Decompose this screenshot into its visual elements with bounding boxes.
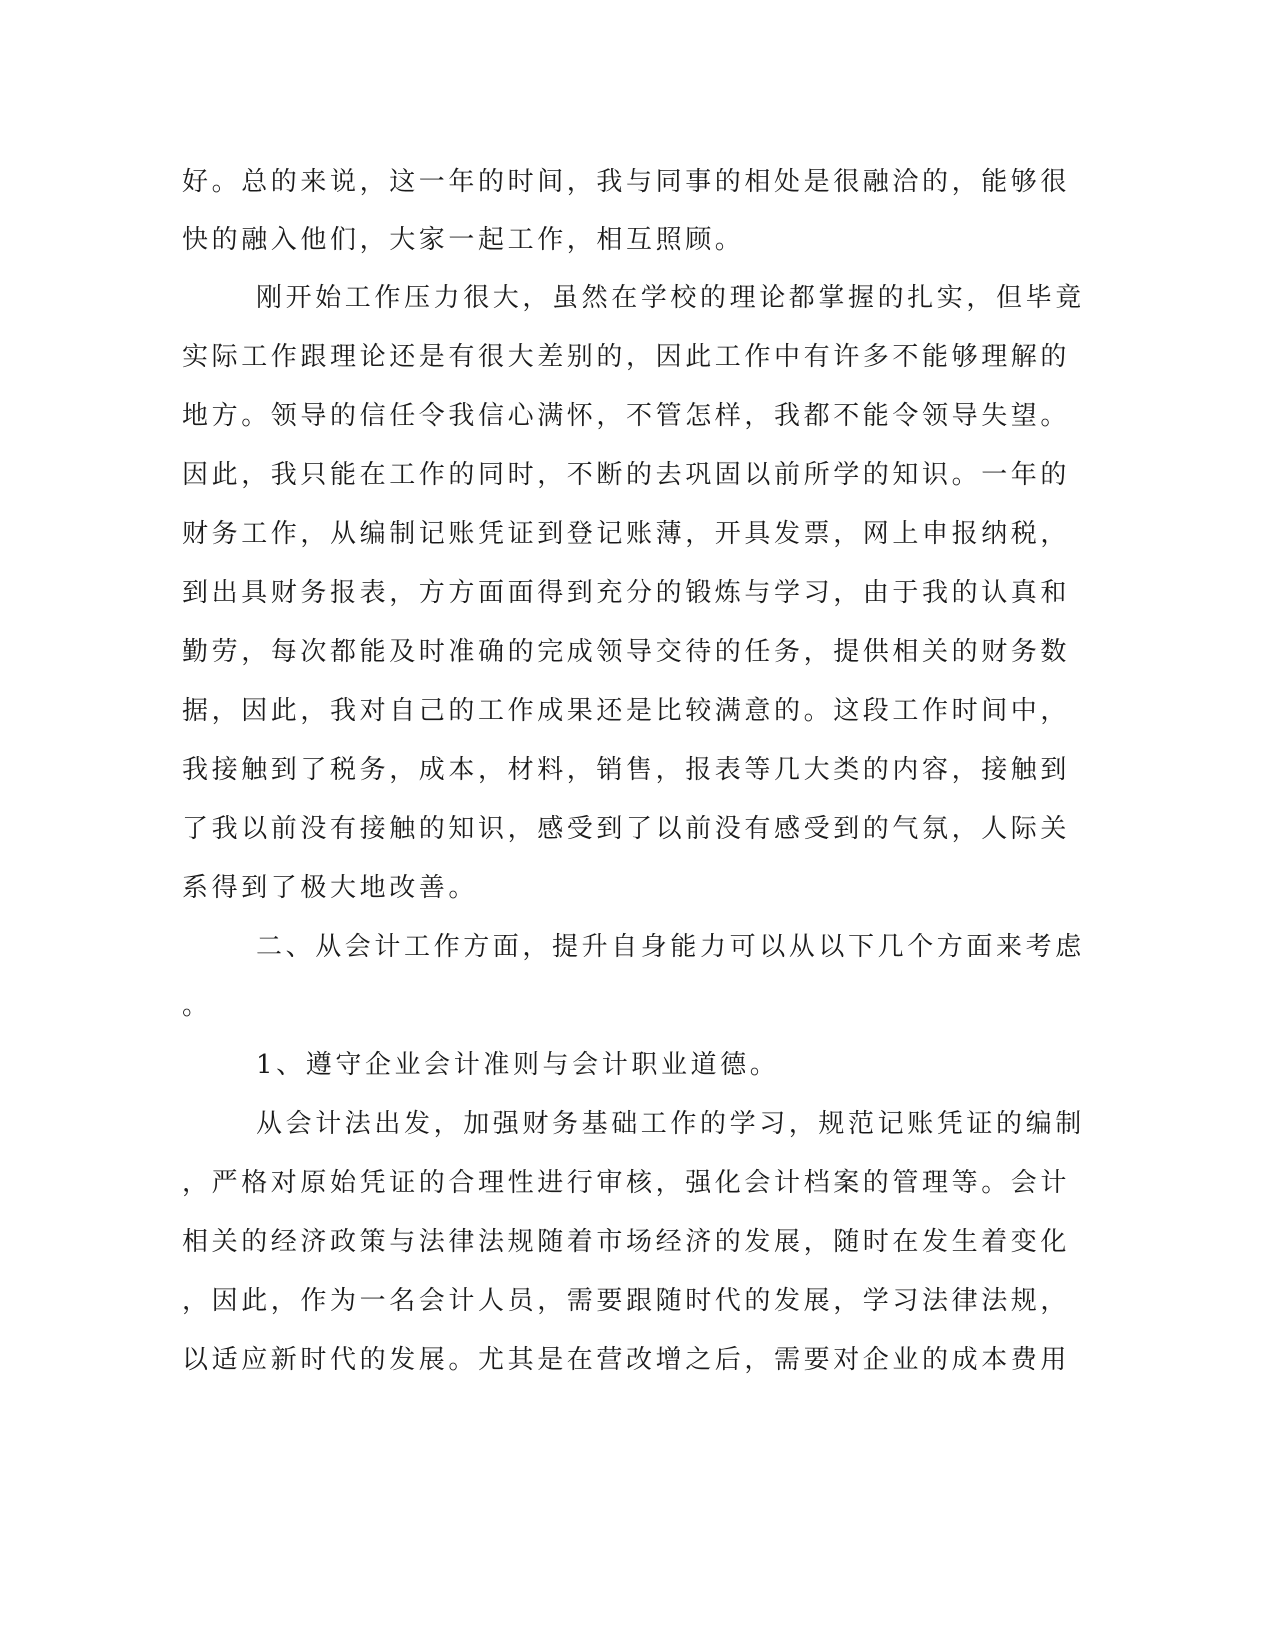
text-line: 快的融入他们，大家一起工作，相互照顾。 (182, 225, 745, 255)
text-line: 地方。领导的信任令我信心满怀，不管怎样，我都不能令领导失望。 (182, 401, 1071, 431)
text-line: 实际工作跟理论还是有很大差别的，因此工作中有许多不能够理解的 (182, 342, 1071, 372)
text-line: 据，因此，我对自己的工作成果还是比较满意的。这段工作时间中， (182, 696, 1071, 726)
text-line: ，因此，作为一名会计人员，需要跟随时代的发展，学习法律法规， (182, 1286, 1071, 1316)
paragraph-first-line: 刚开始工作压力很大，虽然在学校的理论都掌握的扎实，但毕竟 (256, 283, 1085, 313)
text-line: 了我以前没有接触的知识，感受到了以前没有感受到的气氛，人际关 (182, 814, 1071, 844)
text-line: 勤劳，每次都能及时准确的完成领导交待的任务，提供相关的财务数 (182, 637, 1071, 667)
paragraph-first-line: 从会计法出发，加强财务基础工作的学习，规范记账凭证的编制 (256, 1109, 1085, 1139)
text-line: 以适应新时代的发展。尤其是在营改增之后，需要对企业的成本费用 (182, 1345, 1071, 1375)
text-line: ，严格对原始凭证的合理性进行审核，强化会计档案的管理等。会计 (182, 1168, 1071, 1198)
text-line: 。 (182, 991, 212, 1021)
section-heading: 二、从会计工作方面，提升自身能力可以从以下几个方面来考虑 (256, 932, 1085, 962)
text-line: 因此，我只能在工作的同时，不断的去巩固以前所学的知识。一年的 (182, 460, 1071, 490)
text-line: 财务工作，从编制记账凭证到登记账薄，开具发票，网上申报纳税， (182, 519, 1071, 549)
text-line: 系得到了极大地改善。 (182, 873, 479, 903)
subsection-heading: 1、遵守企业会计准则与会计职业道德。 (256, 1050, 780, 1080)
text-line: 到出具财务报表，方方面面得到充分的锻炼与学习，由于我的认真和 (182, 578, 1071, 608)
text-line: 相关的经济政策与法律法规随着市场经济的发展，随时在发生着变化 (182, 1227, 1071, 1257)
text-line: 我接触到了税务，成本，材料，销售，报表等几大类的内容，接触到 (182, 755, 1071, 785)
text-line: 好。总的来说，这一年的时间，我与同事的相处是很融洽的，能够很 (182, 167, 1071, 197)
